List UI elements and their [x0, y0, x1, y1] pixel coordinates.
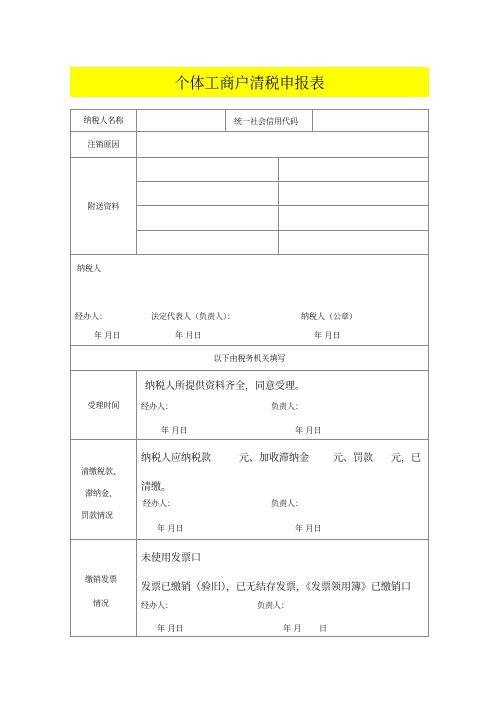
legal-rep-date: 年 月日	[175, 331, 202, 340]
invoice-label-line1: 缴销发票	[85, 575, 117, 584]
acceptance-label: 受理时间	[87, 400, 120, 410]
attachment-cell[interactable]	[136, 205, 279, 231]
payment-text-paid: 元，已	[391, 453, 421, 464]
attachment-cell[interactable]	[136, 157, 279, 182]
payment-label-cell	[70, 439, 137, 540]
taxpayer-signature-block	[70, 254, 429, 346]
payment-text-late-fee: 元、加收滞纳金	[239, 453, 309, 464]
taxpayer-seal-label: 纳税人（公章）	[301, 312, 357, 321]
credit-code-label-cell	[225, 109, 313, 132]
invoice-responsible-date-day: 日	[319, 624, 327, 633]
form-title-bar	[70, 67, 429, 97]
cancel-reason-label-cell	[70, 131, 137, 158]
attachments-label-cell	[70, 157, 137, 255]
cancel-reason-label: 注销原因	[87, 140, 120, 149]
payment-handler-label: 经办人：	[143, 499, 175, 508]
attachment-cell[interactable]	[136, 230, 279, 255]
invoice-handler-date: 年 月日	[157, 624, 184, 633]
cancel-reason-field[interactable]	[136, 131, 429, 158]
tax-office-header-cell	[70, 345, 429, 371]
payment-handler-date: 年 月日	[157, 524, 184, 533]
acceptance-statement: 纳税人所提供资料齐全，同意受理。	[145, 381, 305, 392]
tax-clearance-form	[70, 109, 429, 637]
payment-text-fine: 元、罚款	[333, 453, 373, 464]
payment-label-line3: 罚款情况	[81, 511, 113, 520]
acceptance-content-cell	[136, 370, 429, 440]
attachment-cell[interactable]	[278, 205, 429, 231]
attachment-cell[interactable]	[136, 181, 279, 206]
payment-label-line2: 滞纳金、	[85, 489, 117, 498]
taxpayer-handler-label: 经办人：	[75, 312, 107, 321]
invoice-label-line2: 情况	[93, 599, 109, 608]
attachment-cell[interactable]	[278, 157, 429, 182]
credit-code-field[interactable]	[312, 109, 429, 132]
form-title: 个体工商户清税申报表	[174, 73, 325, 92]
acceptance-responsible-label: 负责人：	[271, 402, 303, 411]
taxpayer-heading: 纳税人	[77, 264, 101, 273]
taxpayer-name-label-cell	[70, 109, 137, 132]
payment-text-settled: 清缴。	[141, 482, 171, 493]
taxpayer-seal-date: 年 月日	[314, 331, 341, 340]
acceptance-responsible-date: 年 月日	[295, 426, 322, 435]
payment-content-cell	[136, 439, 429, 540]
invoice-responsible-date: 年 月	[283, 624, 302, 633]
tax-office-header: 以下由税务机关填写	[213, 353, 286, 363]
invoice-responsible-label: 负责人：	[257, 601, 289, 610]
invoice-content-cell	[136, 539, 429, 637]
invoice-handler-label: 经办人：	[141, 601, 173, 610]
attachments-label: 附送资料	[87, 201, 120, 211]
invoice-unused-line: 未使用发票口	[141, 553, 201, 564]
attachment-cell[interactable]	[278, 230, 429, 255]
taxpayer-handler-date: 年 月日	[94, 331, 121, 340]
acceptance-label-cell	[70, 370, 137, 440]
acceptance-handler-label: 经办人：	[141, 402, 173, 411]
taxpayer-name-label: 纳税人名称	[83, 116, 124, 125]
payment-responsible-date: 年 月日	[295, 524, 322, 533]
acceptance-handler-date: 年 月日	[161, 426, 188, 435]
credit-code-label: 统一社会信用代码	[234, 117, 298, 126]
payment-responsible-label: 负责人：	[271, 499, 303, 508]
attachment-cell[interactable]	[278, 181, 429, 206]
invoice-label-cell	[70, 539, 137, 637]
payment-label-line1: 清缴税款、	[81, 467, 121, 476]
invoice-cancelled-line: 发票已缴销（验旧），已无结存发票，《发票领用簿》已缴销口	[141, 582, 411, 593]
legal-rep-label: 法定代表人（负责人）：	[151, 312, 235, 321]
payment-text-tax: 纳税人应纳税款	[141, 453, 211, 464]
taxpayer-name-field[interactable]	[136, 109, 226, 132]
